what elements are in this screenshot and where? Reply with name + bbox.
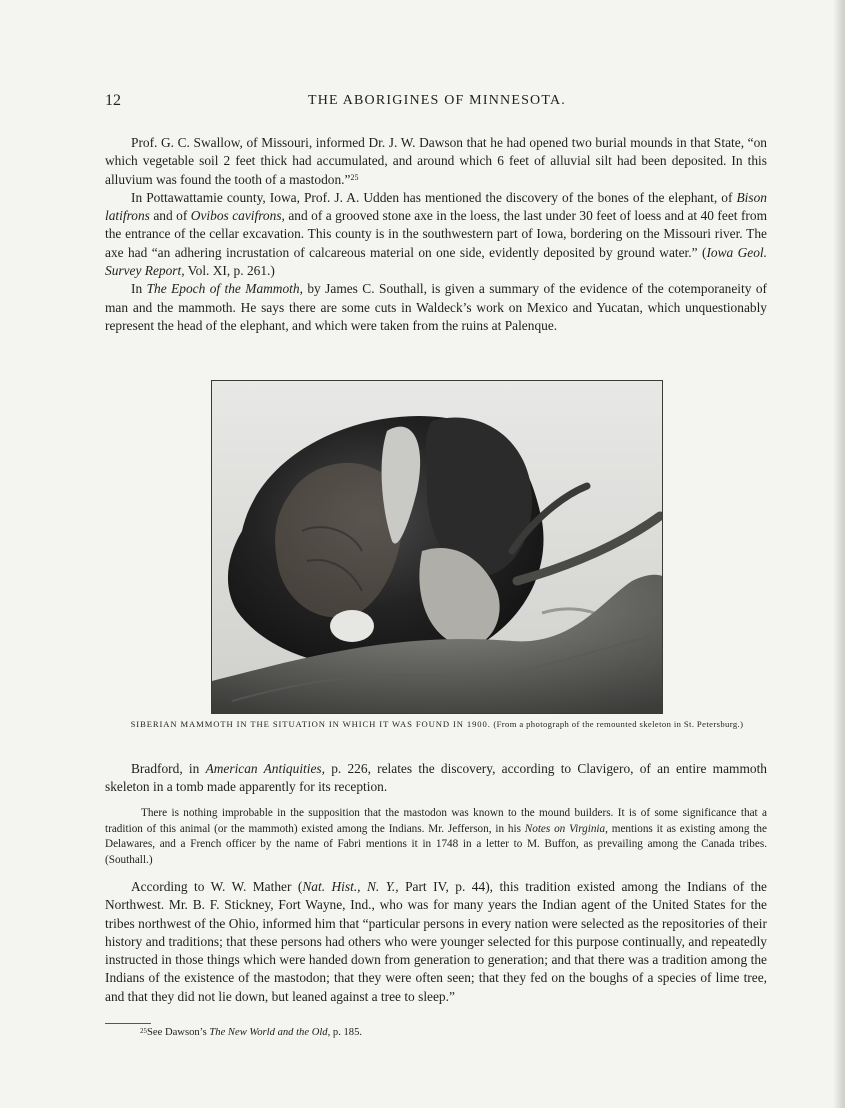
paragraph-text: According to W. W. Mather ( <box>131 879 303 894</box>
paragraph-text: Prof. G. C. Swallow, of Missouri, informed Dr. J. W. Dawson that he had opened two burial mounds in that State, “on which vegetable soil 2 feet thick had accumulated, and around which 6 feet of alluvial silt had been deposited. In this alluvium was found the tooth of a mastodon.” <box>105 135 767 187</box>
paragraph-text: mentions it as existing among the Delawares, and a French officer by the name of Fabri mentions it in 1748 in a letter to M. Buffon, as prevailing among the Canada tribes. (Southall.) <box>105 822 767 867</box>
mammoth-photo-illustration <box>212 381 662 713</box>
caption-note: (From a photograph of the remounted skeleton in St. Petersburg.) <box>493 719 744 729</box>
paragraph-swallow <box>105 134 767 189</box>
italic-citation: Nat. Hist., N. Y., <box>302 879 399 894</box>
figure-caption <box>105 719 769 730</box>
italic-species: Ovibos cavifrons, <box>190 208 285 224</box>
paragraph-text: There is nothing improbable in the supposition that the mastodon was known to the mound builders. It is of some significance that a tradition of this animal (or the mammoth) existed among the Indians. Mr. Jefferson, in his <box>105 807 767 835</box>
paragraph-text: Vol. XI, p. 261.) <box>184 263 275 279</box>
italic-book-title: The Epoch of the Mammoth, <box>146 281 303 297</box>
italic-book-title: The New World and the Old, <box>209 1027 331 1038</box>
paragraph-text: Bradford, in <box>131 761 206 776</box>
footnote-marker: 25 <box>140 1027 147 1035</box>
body-text-top <box>105 134 767 335</box>
body-text-bradford <box>105 760 767 797</box>
running-title: THE ABORIGINES OF MINNESOTA. <box>307 93 567 108</box>
footnote-text: p. 185. <box>330 1027 363 1038</box>
mammoth-photograph <box>211 380 663 714</box>
paragraph-bradford <box>105 760 767 797</box>
footnote-reference: 25 <box>350 172 359 182</box>
italic-citation: Iowa Geol. Survey Report, <box>105 244 768 279</box>
paragraph-text: In <box>131 281 147 297</box>
footnote-rule <box>105 1023 151 1024</box>
italic-species: Bison latifrons <box>105 189 767 224</box>
page-header <box>105 92 769 114</box>
paragraph-text: and of <box>149 208 191 224</box>
paragraph-mastodon-tradition <box>105 806 767 869</box>
paragraph-text: by James C. Southall, is given a summary of the evidence of the cotemporaneity of man and the mammoth. He says there are some cuts in Waldeck’s work on Mexico and Yucatan, which unquestionably represent the head of the elephant, and which were taken from the ruins at Palenque. <box>105 281 768 333</box>
paragraph-mather <box>105 878 767 1006</box>
page-edge-shadow <box>833 0 845 1108</box>
paragraph-southall <box>105 280 767 335</box>
caption-main: SIBERIAN MAMMOTH IN THE SITUATION IN WHICH IT WAS FOUND IN 1900. <box>130 719 491 729</box>
body-text-mather <box>105 878 767 1006</box>
body-text-small <box>105 806 767 869</box>
footnote-text: See Dawson’s <box>147 1027 210 1038</box>
paragraph-text: and of a grooved stone axe in the loess, the last under 30 feet of loess and at 40 feet from the entrance of the cellar excavation. This county is in the southwestern part of Iowa, bordering on the Missouri river. The axe had “an adhering incrustation of calcareous material on one side, evidently deposited by ground water.” ( <box>105 208 767 260</box>
page-number: 12 <box>105 92 121 109</box>
italic-book-title: American Antiquities, <box>205 761 325 776</box>
paragraph-text: In Pottawattamie county, Iowa, Prof. J. A. Udden has mentioned the discovery of the bones of the elephant, of <box>131 189 737 205</box>
paragraph-udden <box>105 189 767 280</box>
paragraph-text: p. 226, relates the discovery, according to Clavigero, of an entire mammoth skeleton in a tomb made apparently for its reception. <box>105 761 767 795</box>
italic-book-title: Notes on Virginia, <box>524 822 608 835</box>
footnote <box>140 1027 362 1038</box>
paragraph-text: Part IV, p. 44), this tradition existed among the Indians of the Northwest. Mr. B. F. Stickney, Fort Wayne, Ind., who was for many years the Indian agent of the United States for the tribes northwest of the Ohio, informed him that “particular persons in every nation were selected as the repositories of their history and traditions; that these persons had others who were younger selected for this purpose continually, and repeatedly instructed in those things which were handed down from generation to generation; and that there was a tradition among the Indians of the existence of the mastodon; that they were often seen; that they fed on the boughs of a species of lime tree, and that they did not lie down, but leaned against a tree to sleep.” <box>105 879 767 1004</box>
